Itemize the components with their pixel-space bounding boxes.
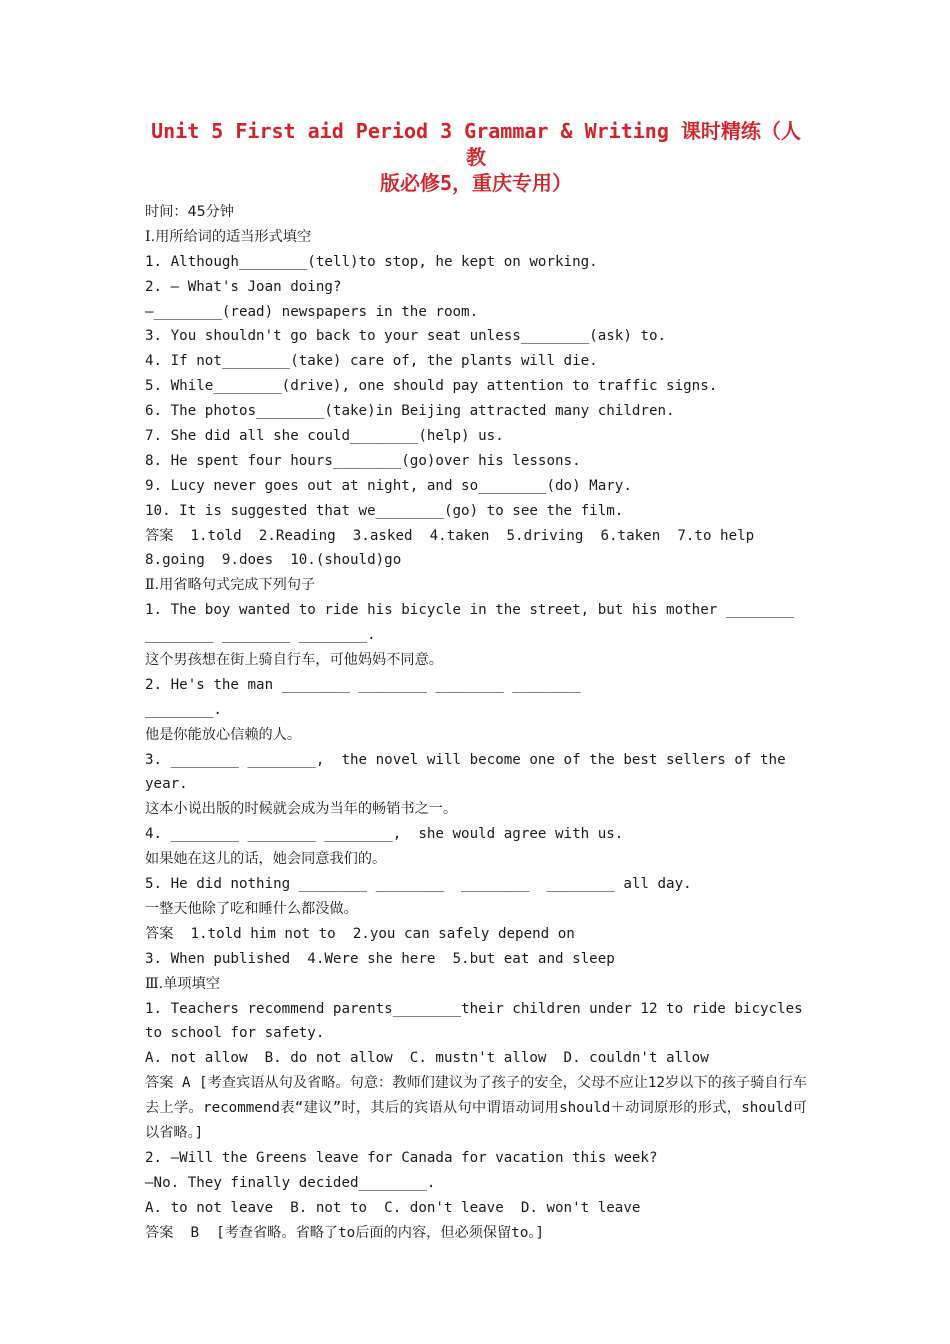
section-2-answer: 答案 1.told him not to 2.you can safely depend on (145, 925, 575, 942)
translation-line: 一整天他除了吃和睡什么都没做。 (145, 900, 358, 917)
question-line: 5. He did nothing ________ ________ ________ ________ all day. (145, 876, 692, 893)
question-answer-explanation: 答案 A [考查宾语从句及省略。句意：教师们建议为了孩子的安全，父母不应让12岁以下的孩子骑自行车去上学。recommend表“建议”时，其后的宾语从句中谓语动词用should＋动词原形的形式，should可以省略。] (145, 1075, 807, 1141)
document-page (145, 118, 807, 1245)
question-line: year. (145, 776, 188, 793)
question-line: 2. He's the man ________ ________ ________ ________ (145, 676, 581, 693)
question-line: 9. Lucy never goes out at night, and so________(do) Mary. (145, 477, 632, 494)
question-line: ________. (145, 701, 222, 718)
section-1-answer: 8.going 9.does 10.(should)go (145, 552, 402, 569)
question-line: 4. ________ ________ ________, she would agree with us. (145, 826, 624, 843)
question-line: 6. The photos________(take)in Beijing attracted many children. (145, 403, 675, 420)
section-1-heading: Ⅰ.用所给词的适当形式填空 (145, 228, 312, 245)
question-line: 2. — What's Joan doing? (145, 278, 342, 295)
question-line: 5. While________(drive), one should pay attention to traffic signs. (145, 378, 718, 395)
section-1-answer: 答案 1.told 2.Reading 3.asked 4.taken 5.driving 6.taken 7.to help (145, 527, 755, 544)
section-2-answer: 3. When published 4.Were she here 5.but eat and sleep (145, 950, 615, 967)
question-line: 3. You shouldn't go back to your seat unless________(ask) to. (145, 328, 667, 345)
section-3-heading: Ⅲ.单项填空 (145, 975, 220, 992)
question-line: ________ ________ ________. (145, 627, 376, 644)
question-stem: 2. —Will the Greens leave for Canada for vacation this week? (145, 1149, 658, 1166)
question-stem: to school for safety. (145, 1025, 325, 1042)
title-line-2: 版必修5，重庆专用） (379, 171, 573, 195)
question-line: 3. ________ ________, the novel will become one of the best sellers of the (145, 751, 786, 768)
question-line: 1. Although________(tell)to stop, he kept on working. (145, 253, 598, 270)
question-answer-explanation: 答案 B [考查省略。省略了to后面的内容，但必须保留to。] (145, 1224, 544, 1241)
question-options: A. not allow B. do not allow C. mustn't allow D. couldn't allow (145, 1050, 709, 1067)
question-options: A. to not leave B. not to C. don't leave D. won't leave (145, 1199, 641, 1216)
document-title (145, 118, 807, 196)
translation-line: 如果她在这儿的话，她会同意我们的。 (145, 851, 387, 868)
question-stem: —No. They finally decided________. (145, 1174, 436, 1191)
question-line: —________(read) newspapers in the room. (145, 303, 479, 320)
question-line: 10. It is suggested that we________(go) to see the film. (145, 502, 624, 519)
question-stem: 1. Teachers recommend parents________their children under 12 to ride bicycles (145, 1000, 803, 1017)
question-line: 4. If not________(take) care of, the plants will die. (145, 353, 598, 370)
translation-line: 他是你能放心信赖的人。 (145, 726, 302, 743)
translation-line: 这本小说出版的时候就会成为当年的畅销书之一。 (145, 801, 458, 818)
time-note: 时间：45分钟 (145, 204, 234, 220)
question-line: 1. The boy wanted to ride his bicycle in the street, but his mother ________ (145, 602, 795, 619)
question-line: 7. She did all she could________(help) us. (145, 428, 504, 445)
question-line: 8. He spent four hours________(go)over his lessons. (145, 452, 581, 469)
title-line-1: Unit 5 First aid Period 3 Grammar & Writing 课时精练（人教 (151, 119, 801, 169)
translation-line: 这个男孩想在街上骑自行车，可他妈妈不同意。 (145, 652, 443, 669)
section-2-heading: Ⅱ.用省略句式完成下列句子 (145, 577, 316, 594)
